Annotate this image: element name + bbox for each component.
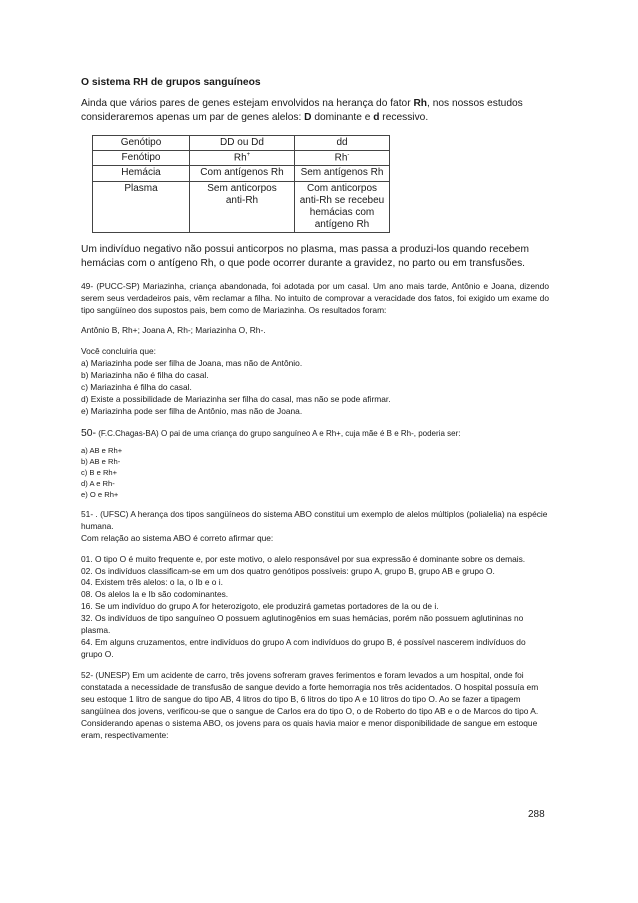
q49-option: a) Mariazinha pode ser filha de Joana, mas não de Antônio. [81, 358, 303, 369]
question-52: 52- (UNESP) Em um acidente de carro, três jovens sofreram graves ferimentos e foram levados a um hospital, onde foi constatada a necessidade de transfusão de sangue devido a forte hemorragia nos três acidentados. O hospital possuía em seu estoque 1 litro de sangue do tipo AB, 4 litros do tipo B, 6 litros do tipo A e 10 litros do tipo O. Ao se fazer a tipagem sangüínea dos jovens, verificou-se que o sangue de Carlos era do tipo O, o de Roberto do tipo AB e o de Marcos do tipo A. Considerando apenas o sistema ABO, os jovens para os quais havia maior e menor disponibilidade de sangue em estoque eram, respectivamente: [81, 669, 539, 740]
q49-option: c) Mariazinha é filha do casal. [81, 382, 192, 393]
q49-option: e) Mariazinha pode ser filha de Antônio, mas não de Joana. [81, 406, 303, 416]
q51-item: 08. Os alelos Ia e Ib são codominantes. [81, 589, 229, 600]
table-cell: Com antígenos Rh [190, 166, 295, 181]
section-title: O sistema RH de grupos sanguíneos [81, 77, 261, 88]
q49-prompt: Você concluiria que: [81, 346, 156, 357]
table-row [93, 135, 390, 150]
intro-paragraph: Ainda que vários pares de genes estejam envolvidos na herança do fator Rh, nos nossos estudos consideraremos apenas um par de genes alelos: D dominante e d recessivo. [81, 98, 523, 124]
q51-item: 02. Os indivíduos classificam-se em um dos quatro genótipos possíveis: grupo A, grupo B, grupo AB e grupo O. [81, 565, 495, 576]
q50-option: b) AB e Rh- [81, 456, 121, 466]
table-cell: Sem antígenos Rh [295, 166, 390, 181]
q50-option: c) B e Rh+ [81, 467, 118, 477]
q50-option: a) AB e Rh+ [81, 445, 123, 455]
table-cell: Plasma [93, 181, 190, 233]
table-cell: Rh+ [190, 150, 295, 166]
q49-results: Antônio B, Rh+; Joana A, Rh-; Mariazinha O, Rh-. [81, 325, 266, 336]
table-cell: Fenótipo [93, 150, 190, 166]
q49-option: b) Mariazinha não é filha do casal. [81, 370, 209, 381]
question-50: 50- (F.C.Chagas-BA) O pai de uma criança do grupo sanguíneo A e Rh+, cuja mãe é B e Rh-, poderia ser: [81, 427, 461, 439]
rh-term: Rh [413, 98, 428, 110]
page-number: 288 [528, 809, 545, 820]
allele-D: D [304, 112, 312, 124]
table-cell: Sem anticorpos anti-Rh [190, 181, 295, 233]
question-51: 51- . (UFSC) A herança dos tipos sangüíneos do sistema ABO constitui um exemplo de alelos múltiplos (polialelia) na espécie humana. [81, 508, 548, 531]
q51-item: 01. O tipo O é muito frequente e, por este motivo, o alelo responsável por sua expressão é dominante sobre os demais. [81, 553, 526, 564]
table-row [93, 150, 390, 166]
document-page [81, 76, 549, 741]
q51-item: 04. Existem três alelos: o Ia, o Ib e o i. [81, 577, 223, 588]
q50-option: e) O e Rh+ [81, 489, 119, 499]
table-cell: DD ou Dd [190, 135, 295, 150]
question-49: 49- (PUCC-SP) Mariazinha, criança abandonada, foi adotada por um casal. Um ano mais tarde, Antônio e Joana, dizendo serem seus verdadeiros pais, vêm reclamar a filha. No intuito de comprovar a veracidade dos fatos, foi exigido um exame do tipo sangüíneo dos supostos pais, bem como de Mariazinha. Os resultados foram: [81, 280, 549, 315]
q49-option: d) Existe a possibilidade de Mariazinha ser filha do casal, mas não se pode afirmar. [81, 394, 391, 405]
q51-item: 16. Se um indivíduo do grupo A for heterozigoto, ele produzirá gametas portadores de Ia ou de i. [81, 601, 439, 612]
allele-d: d [373, 112, 380, 124]
table-row [93, 166, 390, 181]
table-cell: Rh- [295, 150, 390, 166]
q51-item: 32. Os indivíduos de tipo sanguíneo O possuem aglutinogênios em suas hemácias, porém não possuem aglutininas no plasma. [81, 613, 524, 636]
q51-prompt: Com relação ao sistema ABO é correto afirmar que: [81, 532, 274, 543]
table-cell: Hemácia [93, 166, 190, 181]
table-cell: dd [295, 135, 390, 150]
table-cell: Genótipo [93, 135, 190, 150]
table-row [93, 181, 390, 233]
table-cell: Com anticorpos anti-Rh se recebeu hemácias com antígeno Rh [295, 181, 390, 233]
negative-paragraph: Um indivíduo negativo não possui anticorpos no plasma, mas passa a produzi-los quando recebem hemácias com o antígeno Rh, o que pode ocorrer durante a gravidez, no parto ou em transfusões. [81, 244, 529, 270]
rh-table [92, 135, 390, 234]
q50-option: d) A e Rh- [81, 478, 115, 488]
q51-item: 64. Em alguns cruzamentos, entre indivíduos do grupo A com indivíduos do grupo B, é possível nascerem indivíduos do grupo O. [81, 637, 526, 659]
